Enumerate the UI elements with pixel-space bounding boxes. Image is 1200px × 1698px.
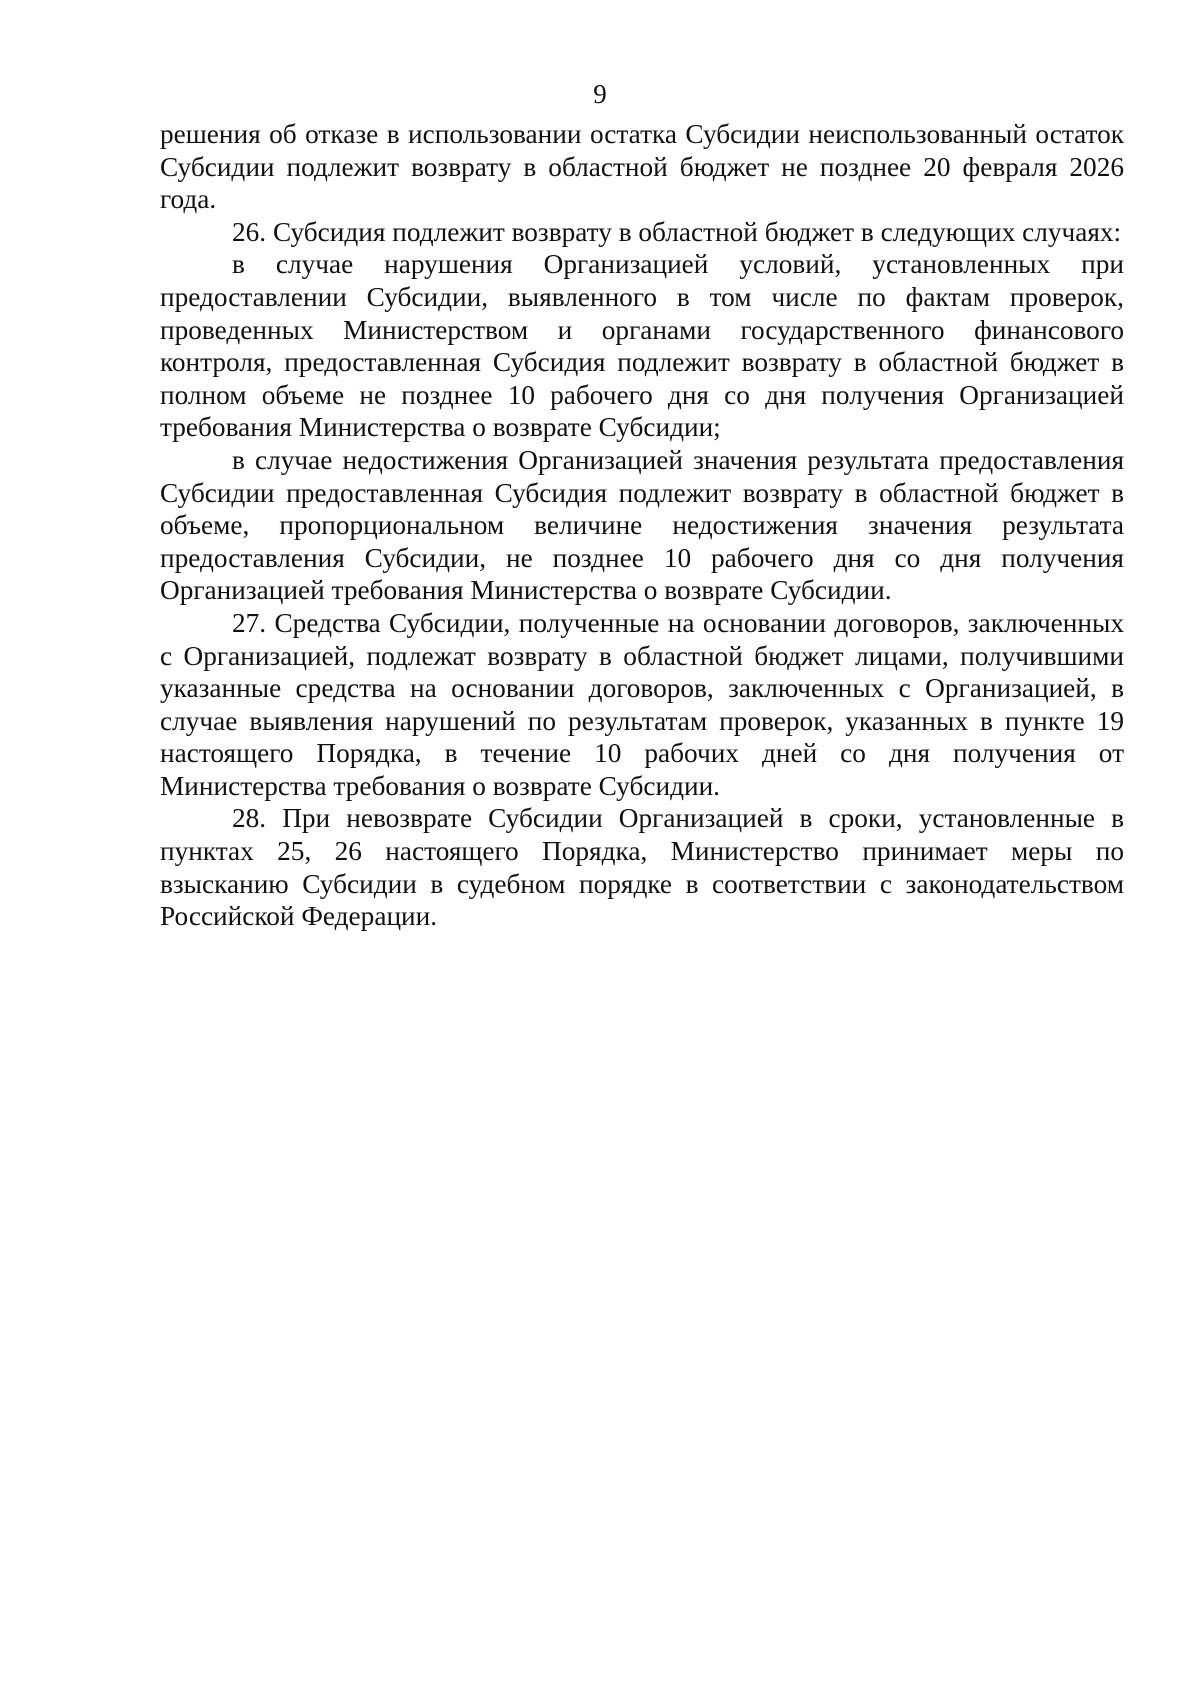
paragraph-26-case-violation: в случае нарушения Организацией условий, установленных при предоставлении Субсидии, выявленного в том числе по фактам проверок, проведенных Министерством и органами государственного финансового контроля, предоставленная Субсидия подлежит возврату в областной бюджет в полном объеме не позднее 10 рабочего дня со дня получения Организацией требования Министерства о возврате Субсидии;: [160, 249, 1124, 443]
paragraph-26-case-non-achievement: в случае недостижения Организацией значения результата предоставления Субсидии предоставленная Субсидия подлежит возврату в областной бюджет в объеме, пропорциональном величине недостижения значения результата предоставления Субсидии, не позднее 10 рабочего дня со дня получения Организацией требования Министерства о возврате Субсидии.: [160, 444, 1124, 606]
paragraph-28: 28. При невозврате Субсидии Организацией в сроки, установленные в пунктах 25, 26 настоящего Порядка, Министерство принимает меры по взысканию Субсидии в судебном порядке в соответствии с законодательством Российской Федерации.: [160, 803, 1124, 932]
paragraph-continuation: решения об отказе в использовании остатка Субсидии неиспользованный остаток Субсидии подлежит возврату в областной бюджет не позднее 20 февраля 2026 года.: [160, 119, 1124, 215]
document-body: [160, 118, 1124, 933]
page-number: 9: [593, 79, 607, 109]
paragraph-26: 26. Субсидия подлежит возврату в областной бюджет в следующих случаях:: [232, 216, 1122, 247]
paragraph-27: 27. Средства Субсидии, полученные на основании договоров, заключенных с Организацией, подлежат возврату в областной бюджет лицами, получившими указанные средства на основании договоров, заключенных с Организацией, в случае выявления нарушений по результатам проверок, указанных в пункте 19 настоящего Порядка, в течение 10 рабочих дней со дня получения от Министерства требования о возврате Субсидии.: [160, 607, 1124, 801]
